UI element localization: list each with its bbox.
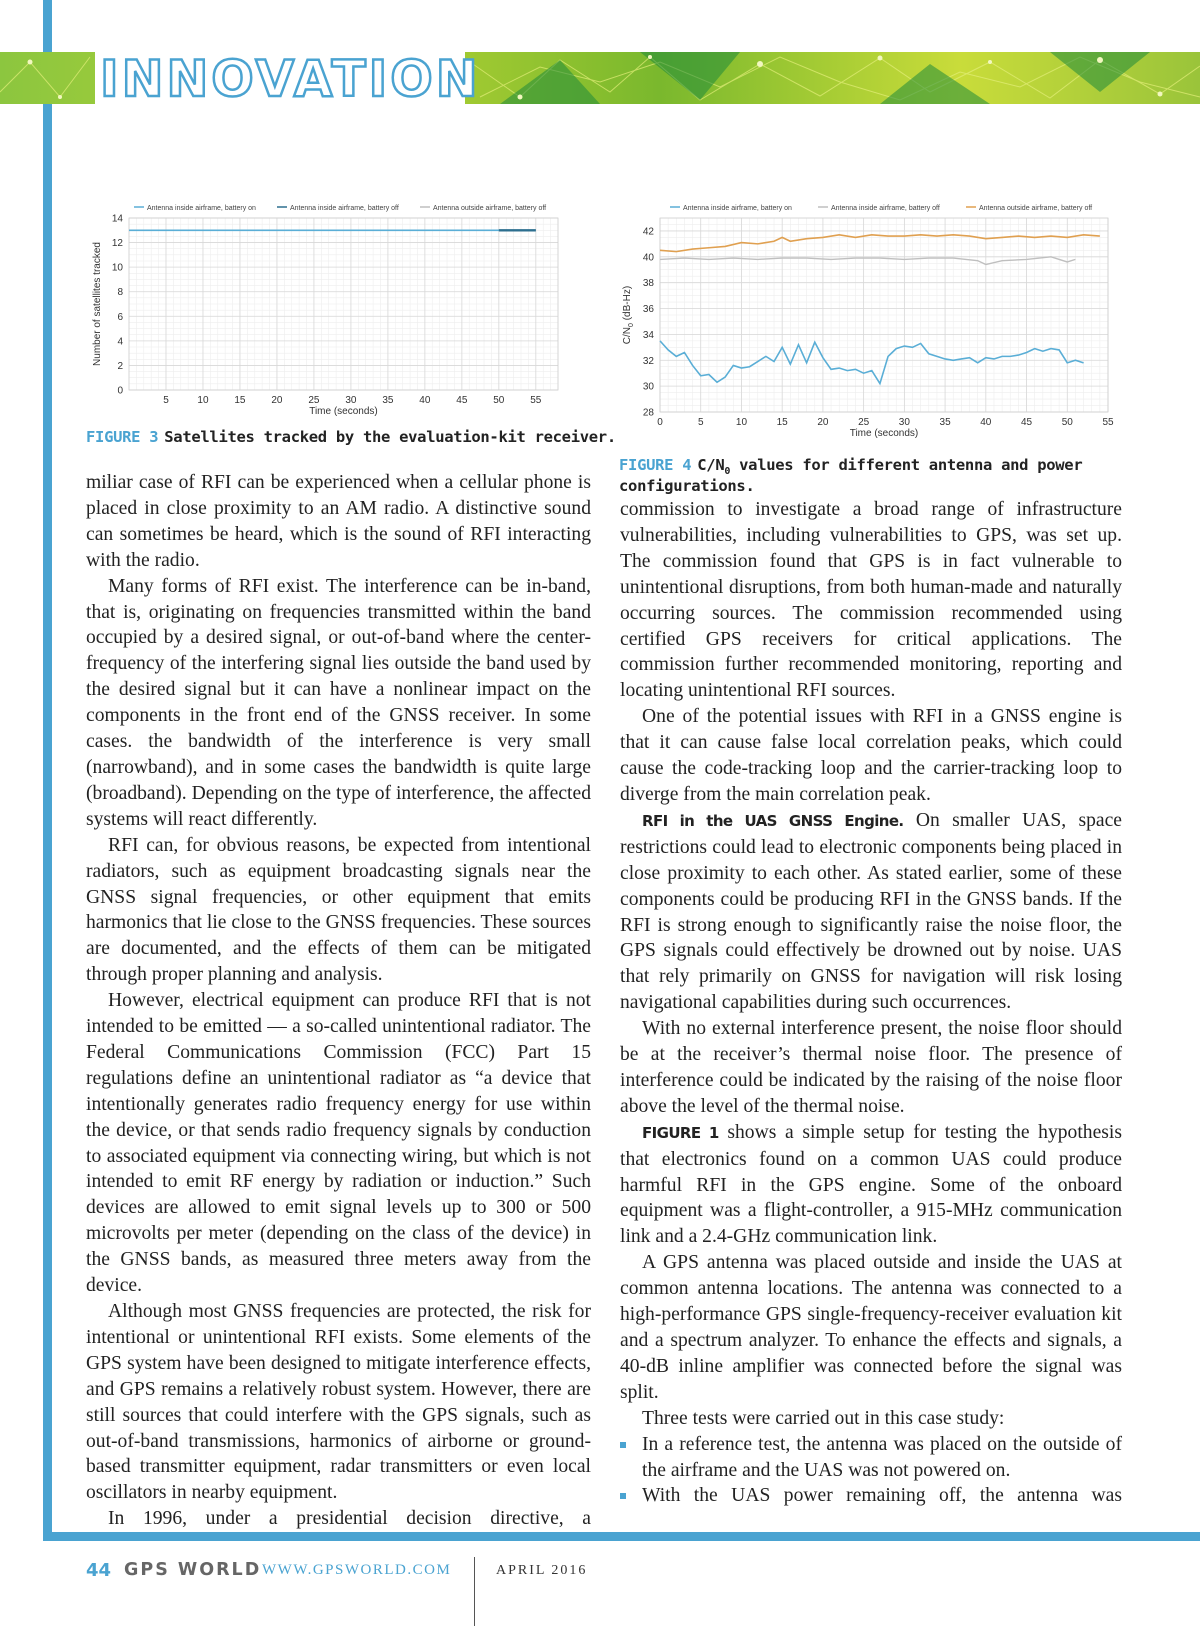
left-paragraph-2: Many forms of RFI exist. The interference can be in-band, that is, originating on frequencies transmitted within the band occupied by a desired signal, or out-of-band where the center-frequency of the interfering signal lies outside the band used by the desired signal but it can have a nonlinear impact on the components in the front end of the GNSS receiver. In some cases. the bandwidth of the interference is very small (narrowband), and in some cases the bandwidth is quite large (broadband). Depending on the type of interference, the affected systems will react differently. xyxy=(86,575,591,830)
x-tick-label: 20 xyxy=(271,395,283,406)
figure-4-chart xyxy=(618,200,1118,445)
y-tick-label: 28 xyxy=(642,407,654,419)
x-tick-label: 50 xyxy=(493,395,505,406)
y-tick-label: 40 xyxy=(642,252,654,264)
right-column xyxy=(620,497,1122,1509)
x-tick-label: 15 xyxy=(776,417,788,428)
left-paragraph-6: In 1996, under a presidential decision directive, a xyxy=(108,1508,591,1530)
legend-label: Antenna inside airframe, battery on xyxy=(147,205,256,212)
x-tick-label: 50 xyxy=(1061,417,1073,428)
list-item: With the UAS power remaining off, the antenna was xyxy=(620,1483,1122,1509)
x-tick-label: 55 xyxy=(1102,417,1114,428)
test-list xyxy=(620,1432,1122,1510)
legend-label: Antenna inside airframe, battery off xyxy=(290,205,399,212)
subhead-rfi-uas: RFI in the UAS GNSS Engine. xyxy=(642,811,904,830)
chart-gridlines xyxy=(129,218,558,390)
legend-label: Antenna inside airframe, battery off xyxy=(831,205,940,212)
legend-label: Antenna inside airframe, battery on xyxy=(683,205,792,212)
section-banner xyxy=(0,52,1200,104)
x-axis-label: Time (seconds) xyxy=(849,428,919,439)
list-item: In a reference test, the antenna was placed on the outside of the airframe and the UAS was not powered on. xyxy=(620,1432,1122,1484)
y-tick-label: 30 xyxy=(642,381,654,393)
y-axis-label-subscript: 0 xyxy=(628,323,635,327)
right-paragraph-5 xyxy=(620,1120,1122,1251)
y-tick-label: 10 xyxy=(111,262,123,274)
left-paragraph-1: miliar case of RFI can be experienced when a cellular phone is placed in close proximity to an AM radio. A distinctive sound can sometimes be heard, which is the sound of RFI interacting with the radio. xyxy=(86,472,591,571)
figure-3-caption xyxy=(86,428,616,446)
x-tick-label: 45 xyxy=(1020,417,1033,428)
figure-3-chart xyxy=(86,200,586,420)
x-tick-label: 20 xyxy=(817,417,829,428)
right-paragraph-3 xyxy=(620,808,1122,1016)
issue-date: APRIL 2016 xyxy=(496,1563,588,1578)
bottom-accent-bar xyxy=(43,1532,1200,1541)
figure-1-reference: FIGURE 1 xyxy=(642,1123,719,1142)
figure-4-caption-number: FIGURE 4 xyxy=(619,456,692,474)
right-paragraph-7: Three tests were carried out in this case study: xyxy=(642,1407,1005,1429)
right-paragraph-2: One of the potential issues with RFI in a GNSS engine is that it can cause false local correlation peaks, which could cause the code-tracking loop and the carrier-tracking loop to diverge from the main correlation peak. xyxy=(620,706,1122,805)
y-axis-label-unit: (dB-Hz) xyxy=(622,285,633,324)
right-paragraph-1: commission to investigate a broad range of infrastructure vulnerabilities, including vulnerabilities to GPS, was set up. The commission found that GPS is in fact vulnerable to unintentional disruptions, from both human-made and naturally occurring sources. The commission recommended using certified GPS receivers for critical applications. The commission further recommended monitoring, reporting and locating unintentional RFI sources. xyxy=(620,499,1122,702)
x-tick-label: 10 xyxy=(197,395,209,406)
left-paragraph-3: RFI can, for obvious reasons, be expected from intentional radiators, such as equipment broadcasting signals near the GNSS signal frequencies, or other equipment that emits harmonics that lie close to the GNSS frequencies. These sources are documented, and the effects of them can be mitigated through proper planning and analysis. xyxy=(86,834,591,986)
y-tick-label: 4 xyxy=(117,336,123,348)
y-tick-label: 0 xyxy=(117,385,123,397)
y-tick-label: 32 xyxy=(642,355,654,367)
legend-label: Antenna outside airframe, battery off xyxy=(979,205,1093,212)
figure-3-caption-number: FIGURE 3 xyxy=(86,428,159,446)
x-tick-label: 30 xyxy=(898,417,910,428)
y-tick-label: 8 xyxy=(117,287,123,299)
x-tick-label: 15 xyxy=(234,395,246,406)
x-tick-label: 45 xyxy=(456,395,468,406)
x-tick-label: 55 xyxy=(530,395,542,406)
right-paragraph-5-body: shows a simple setup for testing the hypothesis that electronics found on a common UAS could produce harmful RFI in the GPS engine. Some of the onboard equipment was a flight-controller, a 915-MHz communication link and a 2.4-GHz communication link. xyxy=(620,1121,1122,1248)
y-axis-label-main: C/N xyxy=(622,326,633,345)
magazine-url[interactable]: WWW.GPSWORLD.COM xyxy=(262,1562,452,1578)
y-tick-label: 36 xyxy=(642,304,654,316)
right-paragraph-3-body: On smaller UAS, space restrictions could lead to electronic components being placed in close proximity to each other. As stated earlier, some of these components could be producing RFI in the GNSS bands. If the RFI is strong enough to significantly raise the noise floor, the GPS signals could effectively be drowned out by noise. UAS that rely primarily on GNSS for navigation will risk losing navigational capabilities during such occurrences. xyxy=(620,809,1122,1014)
magazine-name: GPS WORLD xyxy=(124,1560,262,1580)
y-axis-label xyxy=(622,286,635,344)
x-tick-label: 10 xyxy=(735,417,748,428)
right-paragraph-4: With no external interference present, the noise floor should be at the receiver’s thermal noise floor. The presence of interference could be indicated by the raising of the noise floor above the level of the thermal noise. xyxy=(620,1018,1122,1117)
y-tick-label: 6 xyxy=(117,311,123,323)
section-title: INNOVATION xyxy=(100,52,481,104)
x-tick-label: 40 xyxy=(419,395,431,406)
x-tick-label: 35 xyxy=(939,417,951,428)
figure-4-caption-text: values for different antenna and power configurations. xyxy=(619,456,1083,496)
x-tick-label: 40 xyxy=(980,417,992,428)
y-tick-label: 38 xyxy=(642,278,654,290)
left-paragraph-5: Although most GNSS frequencies are protected, the risk for intentional or unintentional RFI exists. Some elements of the GPS system have been designed to mitigate interference effects, and GPS remains a relatively robust system. However, there are still sources that could interfere with the GPS signals, such as out-of-band transmissions, harmonics of airborne or ground-based transmitter equipment, radar transmitters or even local oscillators in nearby equipment. xyxy=(86,1301,591,1504)
left-accent-bar xyxy=(43,0,52,1541)
y-tick-label: 2 xyxy=(117,360,123,372)
figure-4-caption xyxy=(619,456,1200,495)
footer-divider xyxy=(474,1557,475,1626)
left-paragraph-4: However, electrical equipment can produce RFI that is not intended to be emitted — a so-called unintentional radiator. The Federal Communications Commission (FCC) Part 15 regulations define an unintentional radiator as “a device that intentionally generates radio frequency energy for use within the device, or that sends radio frequency signals by conduction to associated equipment via connecting wiring, but which is not intended to emit RF energy by radiation or induction.” Such devices are allowed to emit signal levels up to 300 or 500 microvolts per meter (depending on the class of the device) in the GNSS bands, as measured three meters away from the device. xyxy=(86,990,591,1297)
x-tick-label: 25 xyxy=(858,417,870,428)
figure-3-caption-text: Satellites tracked by the evaluation-kit receiver. xyxy=(164,428,616,446)
chart-gridlines xyxy=(660,218,1108,412)
chart-legend xyxy=(670,205,1092,212)
x-axis-label: Time (seconds) xyxy=(309,406,378,417)
y-tick-label: 12 xyxy=(111,238,123,250)
right-paragraph-6: A GPS antenna was placed outside and inside the UAS at common antenna locations. The antenna was connected to a high-performance GPS single-frequency-receiver evaluation kit and a spectrum analyzer. To enhance the effects and signals, a 40-dB inline amplifier was connected before the signal was split. xyxy=(620,1252,1122,1403)
chart-legend xyxy=(134,205,546,212)
x-tick-label: 30 xyxy=(345,395,357,406)
y-tick-label: 34 xyxy=(642,329,654,341)
left-column xyxy=(86,470,591,1532)
x-tick-label: 0 xyxy=(657,417,663,428)
y-tick-label: 14 xyxy=(111,213,123,225)
legend-label: Antenna outside airframe, battery off xyxy=(433,205,547,212)
x-tick-label: 5 xyxy=(163,395,169,406)
x-tick-label: 25 xyxy=(308,395,320,406)
x-tick-label: 5 xyxy=(697,417,704,428)
y-tick-label: 42 xyxy=(642,226,654,238)
y-axis-label: Number of satellites tracked xyxy=(92,242,103,366)
page-number: 44 xyxy=(86,1560,112,1581)
figure-4-caption-subscript: 0 xyxy=(724,466,731,478)
x-tick-label: 35 xyxy=(382,395,394,406)
figure-4-caption-cn: C/N xyxy=(697,456,725,474)
